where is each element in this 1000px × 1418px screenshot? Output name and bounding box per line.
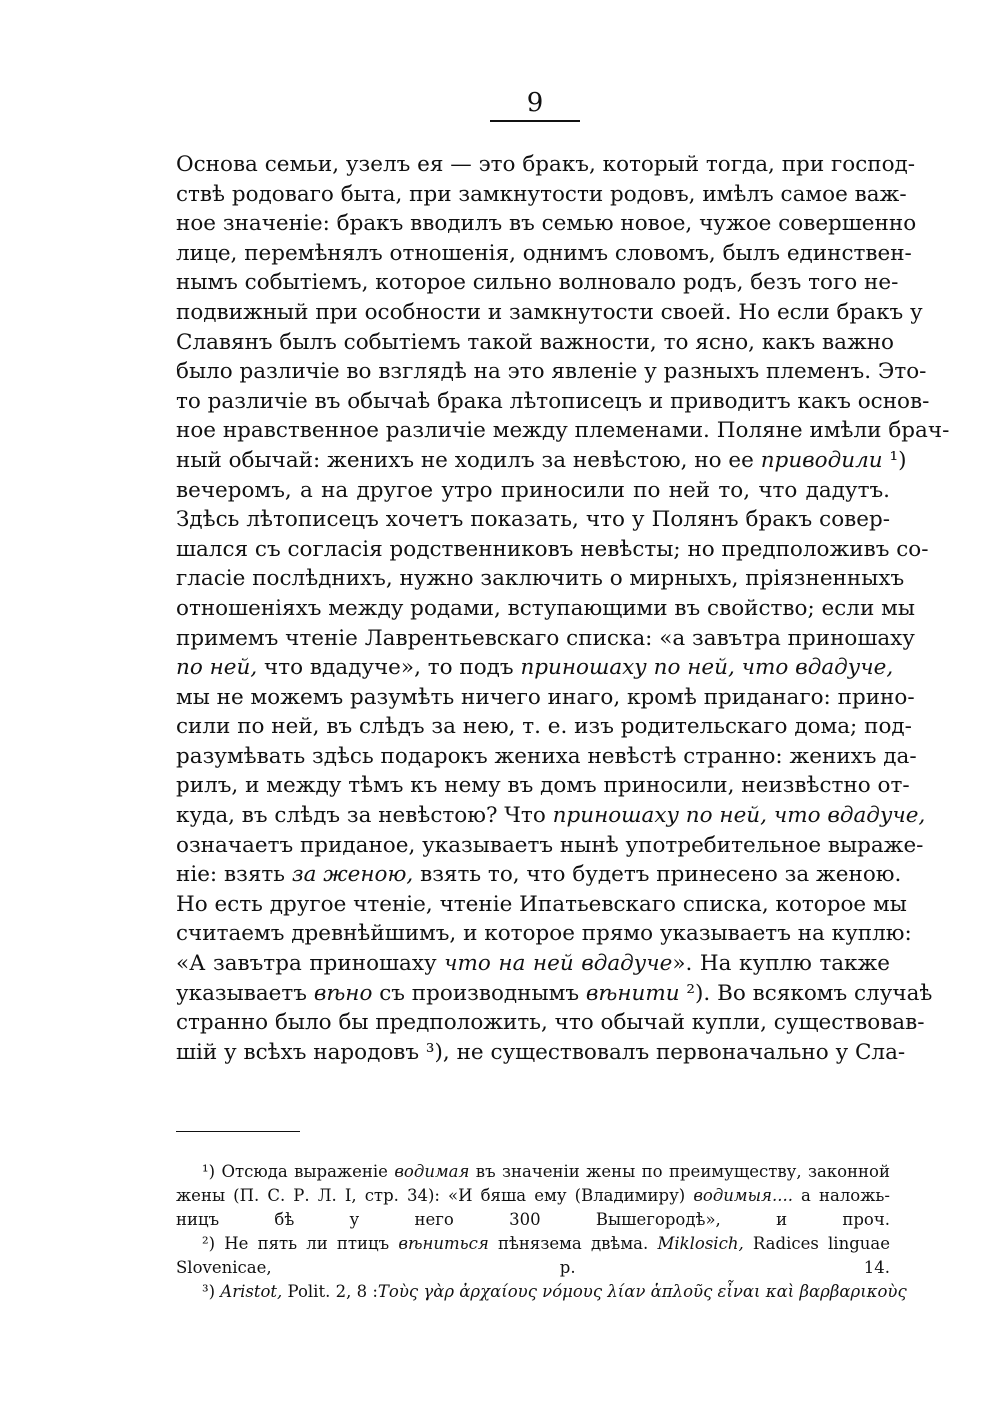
body-italic-segment: что на ней вдадуче xyxy=(444,951,673,977)
body-line: Но есть другое чтеніе, чтеніе Ипатьевскаго списка, которое мы xyxy=(176,891,907,917)
footnote-segment: въ значеніи жены по преимуществу, законной xyxy=(469,1162,890,1181)
footnote-line xyxy=(176,1280,907,1304)
body-line: вечеромъ, а на другое утро приносили по ней то, что дадутъ. xyxy=(176,477,890,503)
body-line: рилъ, и между тѣмъ къ нему въ домъ приносили, неизвѣстно от- xyxy=(176,773,910,799)
body-italic-segment: приношаху по ней, что вдадуче, xyxy=(552,803,926,829)
footnote-segment: ¹) Отсюда выраженіе xyxy=(202,1162,395,1181)
body-line: мы не можемъ разумѣть ничего инаго, кромѣ приданаго: прино- xyxy=(176,684,915,710)
footnote-line xyxy=(176,1232,890,1256)
footnote-italic-segment: водимыя.... xyxy=(693,1186,793,1205)
footnote-line xyxy=(176,1160,890,1184)
footnote-segment: ³) xyxy=(202,1282,221,1301)
body-italic-segment: приводили xyxy=(760,447,883,473)
body-italic-segment: по ней, xyxy=(176,655,258,681)
footnote-italic-segment: Aristot, xyxy=(220,1282,283,1301)
footnote-segment: пѣнязема двѣма. xyxy=(488,1234,658,1253)
footnote-segment: жены (П. С. Р. Л. I, стр. 34): «И бяша ему (Владимиру) xyxy=(176,1186,694,1205)
body-segment: ²). Во всякомъ случаѣ xyxy=(679,980,933,1006)
footnote-italic-segment: Τοὺς γὰρ ἀρχαίους νόμους λίαν ἁπλοῦς εἶναι καὶ βαρβαρικοὺς xyxy=(377,1282,907,1301)
body-line: странно было бы предположить, что обычай купли, существовав- xyxy=(176,1010,925,1036)
body-line: то различіе въ обычаѣ брака лѣтописецъ и приводитъ какъ основ- xyxy=(176,388,930,414)
body-line: шался съ согласія родственниковъ невѣсты; но предположивъ со- xyxy=(176,536,929,562)
body-line: гласіе послѣднихъ, нужно заключить о мирныхъ, пріязненныхъ xyxy=(176,566,905,592)
footnote-line xyxy=(176,1184,890,1208)
footnote-italic-segment: водимая xyxy=(394,1162,470,1181)
body-line: было различіе во взглядѣ на это явленіе у разныхъ племенъ. Это- xyxy=(176,359,927,385)
body-italic-segment: вѣно xyxy=(313,980,373,1006)
footnote-rule xyxy=(176,1131,300,1132)
footnote-line: ницъ бѣ у него 300 Вышегородѣ», и проч. xyxy=(176,1210,890,1229)
body-line: отношеніяхъ между родами, вступающими въ свойство; если мы xyxy=(176,595,915,621)
body-line xyxy=(176,446,907,476)
footnote-segment: Radices linguae xyxy=(743,1234,890,1253)
body-segment: ». На куплю также xyxy=(672,951,890,977)
body-segment: ный обычай: женихъ не ходилъ за невѣстою, но ее xyxy=(176,447,761,473)
body-segment: что вдадуче», то подъ xyxy=(257,655,521,681)
body-line xyxy=(176,979,933,1009)
body-line: Здѣсь лѣтописецъ хочетъ показать, что у Полянъ бракъ совер- xyxy=(176,507,890,533)
body-segment: ніе: взять xyxy=(176,862,292,888)
body-line: ствѣ родоваго быта, при замкнутости родовъ, имѣлъ самое важ- xyxy=(176,181,907,207)
footnotes xyxy=(176,1160,907,1304)
page-number: 9 xyxy=(526,88,544,118)
body-line: разумѣвать здѣсь подарокъ жениха невѣстѣ странно: женихъ да- xyxy=(176,743,917,769)
footnote-segment: Polit. 2, 8 : xyxy=(282,1282,378,1301)
body-segment: куда, въ слѣдъ за невѣстою? Что xyxy=(176,803,553,829)
body-line: лице, перемѣнялъ отношенія, однимъ словомъ, былъ единствен- xyxy=(176,240,912,266)
body-line: считаемъ древнѣйшимъ, и которое прямо указываетъ на куплю: xyxy=(176,921,912,947)
body-segment: взять то, что будетъ принесено за женою. xyxy=(413,862,902,888)
body-line xyxy=(176,653,894,683)
body-segment: «А завътра приношаху xyxy=(176,951,445,977)
footnote-segment: а наложь- xyxy=(792,1186,890,1205)
body-segment: указываетъ xyxy=(176,980,314,1006)
footnote-italic-segment: вѣниться xyxy=(398,1234,489,1253)
body-line: ное значеніе: бракъ вводилъ въ семью новое, чужое совершенно xyxy=(176,211,917,237)
footnote-segment: ²) Не пять ли птицъ xyxy=(202,1234,399,1253)
body-italic-segment: вѣнити xyxy=(585,980,680,1006)
body-line xyxy=(176,949,890,979)
body-line xyxy=(176,860,902,890)
body-line: нымъ событіемъ, которое сильно волновало родъ, безъ того не- xyxy=(176,270,899,296)
body-line: шій у всѣхъ народовъ ³), не существовалъ первоначально у Сла- xyxy=(176,1039,906,1065)
body-line: Основа семьи, узелъ ея — это бракъ, который тогда, при господ- xyxy=(176,152,916,177)
body-line: подвижный при особности и замкнутости своей. Но если бракъ у xyxy=(176,299,923,325)
main-text xyxy=(176,150,950,1067)
page-number-rule xyxy=(490,120,580,122)
body-line: Славянъ былъ событіемъ такой важности, то ясно, какъ важно xyxy=(176,329,895,355)
body-line: примемъ чтеніе Лаврентьевскаго списка: «а завътра приношаху xyxy=(176,625,915,651)
body-line: сили по ней, въ слѣдъ за нею, т. е. изъ родительскаго дома; под- xyxy=(176,714,912,740)
body-line: означаетъ приданое, указываетъ нынѣ употребительное выраже- xyxy=(176,832,924,858)
body-line xyxy=(176,801,926,831)
body-italic-segment: приношаху по ней, что вдадуче, xyxy=(520,655,894,681)
body-italic-segment: за женою, xyxy=(291,862,414,888)
body-segment: съ производнымъ xyxy=(372,980,586,1006)
body-segment: ¹) xyxy=(882,447,907,473)
footnote-italic-segment: Miklosich, xyxy=(657,1234,744,1253)
body-line: ное нравственное различіе между племенами. Поляне имѣли брач- xyxy=(176,418,950,444)
footnote-line: Slovenicae, p. 14. xyxy=(176,1258,890,1277)
